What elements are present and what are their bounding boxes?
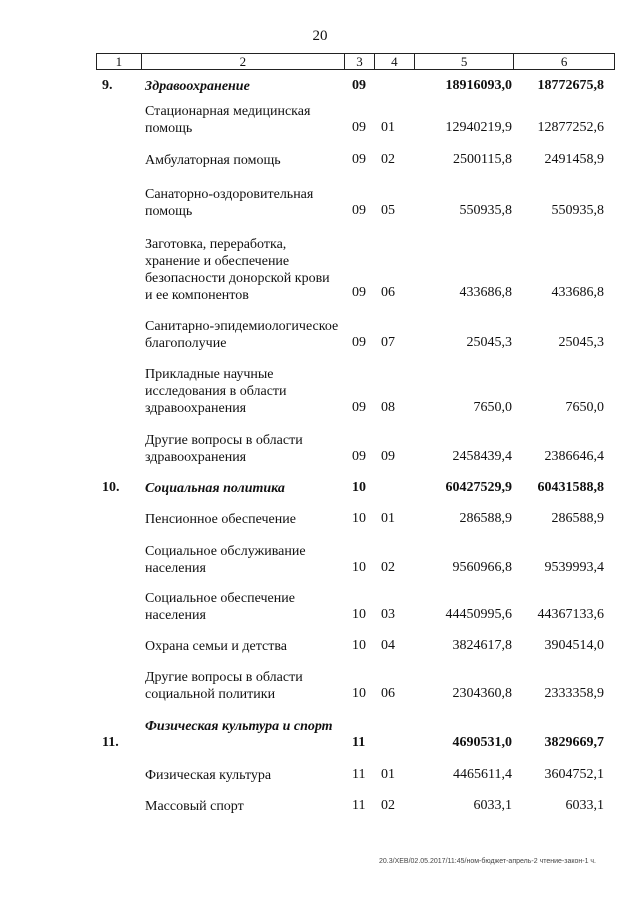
- value-col-5: 433686,8: [459, 285, 512, 300]
- subsection-code: 02: [381, 560, 395, 575]
- value-col-5: 18916093,0: [445, 78, 512, 93]
- header-col-4: 4: [375, 54, 415, 69]
- row-name: Заготовка, переработка, хранение и обеспечение безопасности донорской крови и ее компонентов: [145, 237, 330, 303]
- value-col-5: 44450995,6: [445, 607, 512, 622]
- value-col-6: 25045,3: [558, 335, 604, 350]
- row-name: Санитарно-эпидемиологическое благополучие: [145, 319, 339, 351]
- subsection-code: 01: [381, 120, 395, 135]
- section-code: 09: [352, 335, 366, 350]
- row-name: Пенсионное обеспечение: [145, 512, 296, 527]
- value-col-5: 9560966,8: [452, 560, 512, 575]
- header-col-2: 2: [142, 54, 345, 69]
- value-col-5: 60427529,9: [445, 480, 512, 495]
- section-code: 09: [352, 203, 366, 218]
- row-name: Другие вопросы в области социальной политики: [145, 670, 303, 702]
- value-col-6: 2386646,4: [544, 449, 604, 464]
- header-col-3: 3: [345, 54, 375, 69]
- value-col-5: 4465611,4: [453, 767, 512, 782]
- value-col-5: 550935,8: [459, 203, 512, 218]
- value-col-5: 7650,0: [473, 400, 512, 415]
- section-code: 10: [352, 686, 366, 701]
- subsection-code: 08: [381, 400, 395, 415]
- value-col-5: 25045,3: [466, 335, 512, 350]
- value-col-5: 2304360,8: [452, 686, 512, 701]
- row-name: Массовый спорт: [145, 799, 244, 814]
- header-col-1: 1: [97, 54, 142, 69]
- value-col-5: 2500115,8: [453, 152, 512, 167]
- row-name: Социальная политика: [145, 481, 285, 496]
- section-code: 09: [352, 120, 366, 135]
- row-name: Физическая культура и спорт: [145, 719, 333, 734]
- row-number: 11.: [102, 735, 119, 750]
- section-code: 10: [352, 560, 366, 575]
- value-col-5: 12940219,9: [445, 120, 512, 135]
- section-code: 11: [352, 798, 366, 813]
- section-code: 11: [352, 767, 366, 782]
- section-code: 09: [352, 285, 366, 300]
- section-code: 09: [352, 78, 366, 93]
- subsection-code: 02: [381, 152, 395, 167]
- value-col-6: 12877252,6: [537, 120, 604, 135]
- value-col-6: 3904514,0: [544, 638, 604, 653]
- row-name: Стационарная медицинская помощь: [145, 104, 311, 136]
- subsection-code: 07: [381, 335, 395, 350]
- section-code: 10: [352, 511, 366, 526]
- value-col-6: 44367133,6: [537, 607, 604, 622]
- section-code: 11: [352, 735, 366, 750]
- page-number: 20: [312, 28, 328, 44]
- value-col-6: 286588,9: [551, 511, 604, 526]
- row-name: Охрана семьи и детства: [145, 639, 287, 654]
- section-code: 10: [352, 638, 366, 653]
- value-col-6: 18772675,8: [537, 78, 604, 93]
- value-col-6: 2491458,9: [544, 152, 604, 167]
- subsection-code: 06: [381, 285, 395, 300]
- subsection-code: 01: [381, 767, 395, 782]
- value-col-5: 3824617,8: [452, 638, 512, 653]
- row-name: Социальное обеспечение населения: [145, 591, 295, 623]
- value-col-6: 2333358,9: [544, 686, 604, 701]
- value-col-6: 7650,0: [565, 400, 604, 415]
- value-col-6: 60431588,8: [537, 480, 604, 495]
- value-col-6: 3604752,1: [544, 767, 604, 782]
- subsection-code: 06: [381, 686, 395, 701]
- subsection-code: 05: [381, 203, 395, 218]
- value-col-5: 4690531,0: [452, 735, 512, 750]
- section-code: 09: [352, 152, 366, 167]
- row-number: 10.: [102, 480, 120, 495]
- value-col-5: 2458439,4: [452, 449, 512, 464]
- subsection-code: 09: [381, 449, 395, 464]
- subsection-code: 01: [381, 511, 395, 526]
- subsection-code: 02: [381, 798, 395, 813]
- row-name: Социальное обслуживание населения: [145, 544, 306, 576]
- section-code: 09: [352, 400, 366, 415]
- value-col-5: 286588,9: [459, 511, 512, 526]
- footer-stamp: 20.3/ХЕВ/02.05.2017/11:45/ном-бюджет-апрель-2 чтение-закон-1 ч.: [379, 858, 596, 865]
- subsection-code: 03: [381, 607, 395, 622]
- row-number: 9.: [102, 78, 113, 93]
- section-code: 10: [352, 480, 366, 495]
- subsection-code: 04: [381, 638, 395, 653]
- value-col-6: 9539993,4: [544, 560, 604, 575]
- section-code: 09: [352, 449, 366, 464]
- row-name: Здравоохранение: [145, 79, 250, 94]
- row-name: Санаторно-оздоровительная помощь: [145, 187, 314, 219]
- value-col-6: 6033,1: [565, 798, 604, 813]
- row-name: Прикладные научные исследования в области здравоохранения: [145, 367, 287, 416]
- row-name: Амбулаторная помощь: [145, 153, 281, 168]
- value-col-6: 3829669,7: [544, 735, 604, 750]
- row-name: Физическая культура: [145, 768, 272, 783]
- row-name: Другие вопросы в области здравоохранения: [145, 433, 303, 465]
- value-col-6: 550935,8: [551, 203, 604, 218]
- header-col-6: 6: [560, 54, 568, 69]
- table-header: [96, 53, 615, 70]
- value-col-5: 6033,1: [473, 798, 512, 813]
- header-col-5: 5: [415, 54, 515, 69]
- section-code: 10: [352, 607, 366, 622]
- value-col-6: 433686,8: [551, 285, 604, 300]
